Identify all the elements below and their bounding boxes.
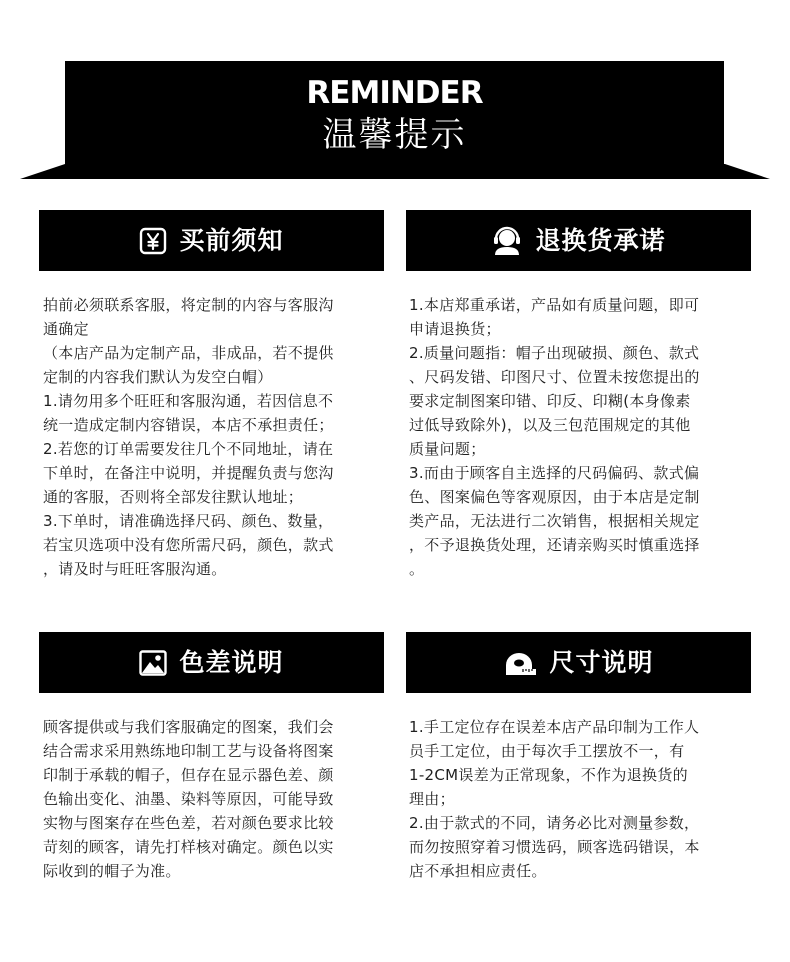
- text-line: 结合需求采用熟练地印制工艺与设备将图案: [43, 742, 334, 760]
- text-line: 1.手工定位存在误差本店产品印制为工作人: [409, 718, 700, 736]
- section-body-size-notes: [409, 715, 754, 883]
- banner-title-en: REMINDER: [306, 75, 483, 111]
- text-line: 印制于承载的帽子，但存在显示器色差、颜: [43, 766, 334, 784]
- text-line: 店不承担相应责任。: [409, 862, 547, 880]
- text-line: 下单时，在备注中说明，并提醒负责与您沟: [43, 464, 334, 482]
- section-title: 退换货承诺: [535, 225, 666, 255]
- text-line: 。: [409, 560, 425, 578]
- tape-measure-icon: [503, 649, 537, 677]
- image-icon: [139, 650, 167, 676]
- text-line: 际收到的帽子为准。: [43, 862, 181, 880]
- text-line: 实物与图案存在些色差，若对颜色要求比较: [43, 814, 334, 832]
- text-line: 苛刻的顾客，请先打样核对确定。颜色以实: [43, 838, 334, 856]
- text-line: 3.下单时，请准确选择尺码、颜色、数量，: [43, 512, 334, 530]
- customer-service-icon: [491, 226, 523, 256]
- text-line: 要求定制图案印错、印反、印糊(本身像素: [409, 392, 691, 410]
- text-line: （本店产品为定制产品，非成品，若不提供: [43, 344, 334, 362]
- section-title: 尺寸说明: [549, 647, 654, 677]
- section-header-buy-notice: [39, 210, 384, 271]
- section-header-size-notes: [406, 632, 751, 693]
- text-line: 通确定: [43, 320, 89, 338]
- text-line: 拍前必须联系客服，将定制的内容与客服沟: [43, 296, 334, 314]
- text-line: 3.而由于顾客自主选择的尺码偏码、款式偏: [409, 464, 700, 482]
- section-header-return-policy: [406, 210, 751, 271]
- text-line: 申请退换货；: [409, 320, 501, 338]
- banner-title-cn: 温馨提示: [322, 115, 467, 155]
- text-line: 色、图案偏色等客观原因，由于本店是定制: [409, 488, 700, 506]
- text-line: ，请及时与旺旺客服沟通。: [43, 560, 227, 578]
- text-line: 2.质量问题指：帽子出现破损、颜色、款式: [409, 344, 700, 362]
- section-title: 买前须知: [179, 225, 284, 255]
- text-line: 过低导致除外)，以及三包范围规定的其他: [409, 416, 691, 434]
- text-line: ，不予退换货处理，还请亲购买时慎重选择: [409, 536, 700, 554]
- reminder-banner: [65, 61, 724, 164]
- text-line: 定制的内容我们默认为发空白帽）: [43, 368, 273, 386]
- banner-base-trapezoid: [20, 164, 770, 179]
- section-title: 色差说明: [179, 647, 284, 677]
- yuan-icon: [139, 227, 167, 255]
- text-line: 1.本店郑重承诺，产品如有质量问题，即可: [409, 296, 700, 314]
- section-body-return-policy: [409, 293, 754, 581]
- text-line: 若宝贝选项中没有您所需尺码，颜色，款式: [43, 536, 334, 554]
- section-body-color-difference: [43, 715, 388, 883]
- section-header-color-difference: [39, 632, 384, 693]
- section-body-buy-notice: [43, 293, 388, 581]
- text-line: 统一造成定制内容错误，本店不承担责任；: [43, 416, 334, 434]
- text-line: 顾客提供或与我们客服确定的图案，我们会: [43, 718, 334, 736]
- text-line: 理由；: [409, 790, 455, 808]
- text-line: 1.请勿用多个旺旺和客服沟通，若因信息不: [43, 392, 334, 410]
- text-line: 员手工定位，由于每次手工摆放不一，有: [409, 742, 685, 760]
- text-line: 色输出变化、油墨、染料等原因，可能导致: [43, 790, 334, 808]
- text-line: 2.由于款式的不同，请务必比对测量参数，: [409, 814, 700, 832]
- text-line: 质量问题；: [409, 440, 486, 458]
- text-line: 1-2CM误差为正常现象，不作为退换货的: [409, 766, 688, 784]
- text-line: 而勿按照穿着习惯选码，顾客选码错误，本: [409, 838, 700, 856]
- text-line: 、尺码发错、印图尺寸、位置未按您提出的: [409, 368, 700, 386]
- text-line: 类产品，无法进行二次销售，根据相关规定: [409, 512, 700, 530]
- text-line: 2.若您的订单需要发往几个不同地址，请在: [43, 440, 334, 458]
- text-line: 通的客服，否则将全部发往默认地址；: [43, 488, 304, 506]
